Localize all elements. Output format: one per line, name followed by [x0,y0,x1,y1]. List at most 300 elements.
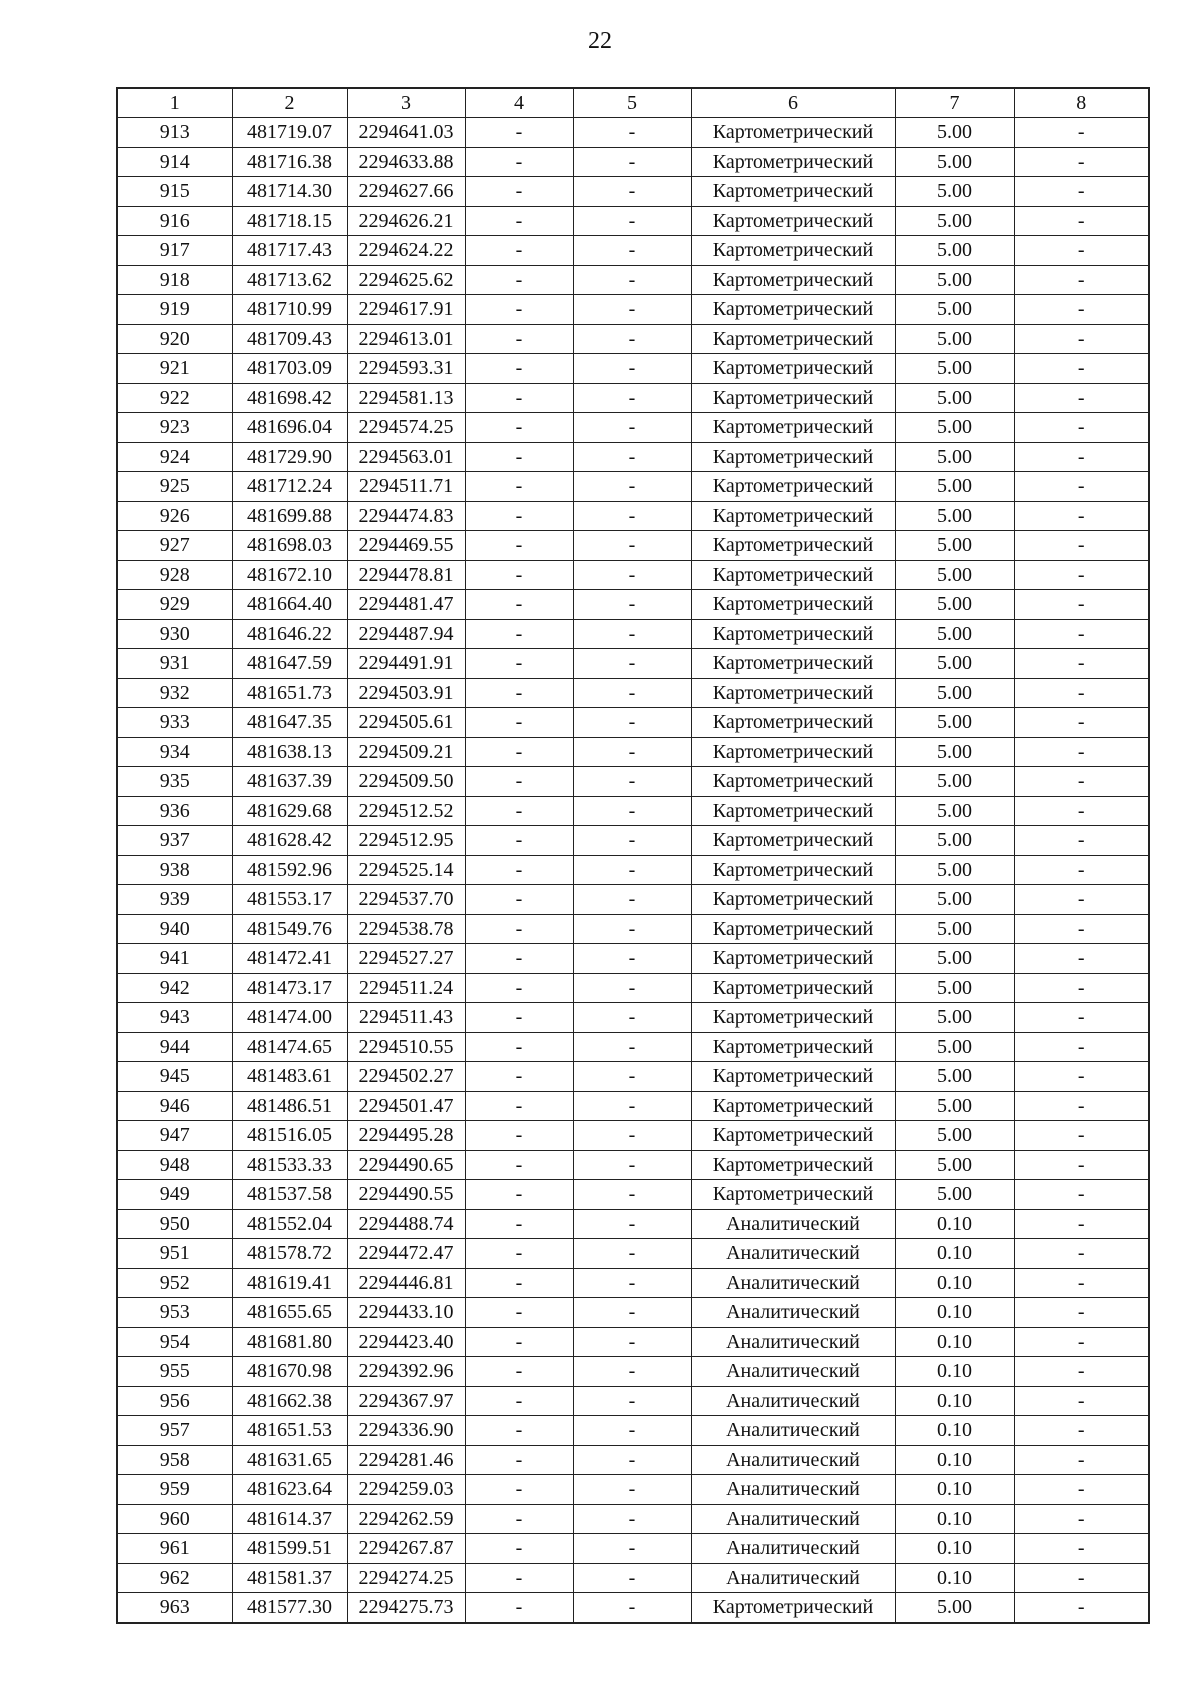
table-cell: - [1014,708,1149,738]
table-cell: 944 [117,1032,232,1062]
table-row [117,708,1149,738]
table-cell: - [465,236,573,266]
table-cell: - [1014,177,1149,207]
table-cell: 481581.37 [232,1563,347,1593]
table-row [117,619,1149,649]
table-row [117,1563,1149,1593]
table-row [117,1150,1149,1180]
table-cell: - [573,1150,691,1180]
table-cell: 2294478.81 [347,560,465,590]
table-cell: - [573,767,691,797]
table-cell: 481638.13 [232,737,347,767]
table-cell: - [465,1121,573,1151]
table-cell: Аналитический [691,1504,895,1534]
table-cell: 0.10 [895,1445,1014,1475]
table-cell: 936 [117,796,232,826]
table-cell: Картометрический [691,1062,895,1092]
table-cell: - [573,1003,691,1033]
table-cell: 2294487.94 [347,619,465,649]
table-cell: 930 [117,619,232,649]
table-cell: - [573,1209,691,1239]
table-cell: 926 [117,501,232,531]
table-cell: - [573,1032,691,1062]
table-cell: 924 [117,442,232,472]
table-cell: 2294503.91 [347,678,465,708]
table-row [117,442,1149,472]
table-cell: - [573,1357,691,1387]
table-cell: 5.00 [895,1062,1014,1092]
table-cell: - [1014,1386,1149,1416]
table-cell: Картометрический [691,678,895,708]
table-cell: 0.10 [895,1239,1014,1269]
table-cell: 481619.41 [232,1268,347,1298]
table-cell: Картометрический [691,737,895,767]
table-cell: 481637.39 [232,767,347,797]
table-cell: 481577.30 [232,1593,347,1623]
table-cell: Картометрический [691,472,895,502]
table-cell: 2294491.91 [347,649,465,679]
table-cell: - [1014,501,1149,531]
table-cell: - [573,1327,691,1357]
table-cell: 928 [117,560,232,590]
table-cell: 2294259.03 [347,1475,465,1505]
table-cell: 2294581.13 [347,383,465,413]
table-cell: - [1014,1032,1149,1062]
table-cell: - [465,1268,573,1298]
table-cell: 2294392.96 [347,1357,465,1387]
table-cell: 0.10 [895,1475,1014,1505]
table-row [117,1475,1149,1505]
table-cell: 913 [117,118,232,148]
table-row [117,265,1149,295]
table-cell: 2294501.47 [347,1091,465,1121]
table-cell: Картометрический [691,1180,895,1210]
table-cell: - [465,1239,573,1269]
table-cell: - [573,118,691,148]
table-cell: 2294509.21 [347,737,465,767]
table-cell: Аналитический [691,1563,895,1593]
table-cell: 2294481.47 [347,590,465,620]
table-cell: 5.00 [895,826,1014,856]
table-cell: - [573,265,691,295]
table-row [117,1032,1149,1062]
table-cell: Аналитический [691,1268,895,1298]
table-row [117,590,1149,620]
table-cell: 5.00 [895,914,1014,944]
table-cell: - [573,1180,691,1210]
table-cell: - [1014,236,1149,266]
column-header: 7 [895,88,1014,118]
table-cell: - [465,767,573,797]
table-cell: - [465,1357,573,1387]
table-cell: - [465,1180,573,1210]
table-row [117,1445,1149,1475]
table-cell: - [465,1534,573,1564]
table-cell: 5.00 [895,678,1014,708]
table-cell: 927 [117,531,232,561]
table-cell: 5.00 [895,147,1014,177]
table-row [117,206,1149,236]
table-cell: 5.00 [895,206,1014,236]
table-cell: - [465,590,573,620]
table-cell: 940 [117,914,232,944]
table-cell: - [465,560,573,590]
table-cell: Картометрический [691,354,895,384]
table-cell: 0.10 [895,1386,1014,1416]
table-cell: - [465,501,573,531]
table-header-row [117,88,1149,118]
table-cell: 0.10 [895,1268,1014,1298]
table-cell: 946 [117,1091,232,1121]
table-cell: 2294624.22 [347,236,465,266]
table-cell: - [465,649,573,679]
table-cell: 922 [117,383,232,413]
table-cell: - [465,1091,573,1121]
table-cell: - [573,1416,691,1446]
table-cell: - [1014,1062,1149,1092]
table-cell: Аналитический [691,1445,895,1475]
table-cell: 948 [117,1150,232,1180]
table-row [117,1209,1149,1239]
table-cell: 481729.90 [232,442,347,472]
table-cell: 5.00 [895,413,1014,443]
table-cell: - [465,1416,573,1446]
table-cell: Картометрический [691,944,895,974]
table-cell: - [573,1298,691,1328]
table-row [117,796,1149,826]
table-row [117,118,1149,148]
table-cell: Картометрический [691,118,895,148]
table-cell: 2294336.90 [347,1416,465,1446]
table-cell: - [1014,1003,1149,1033]
table-cell: - [573,1445,691,1475]
table-cell: 962 [117,1563,232,1593]
table-cell: 2294490.65 [347,1150,465,1180]
table-cell: - [1014,1327,1149,1357]
table-cell: 917 [117,236,232,266]
table-cell: 5.00 [895,708,1014,738]
table-cell: - [465,354,573,384]
table-cell: 481516.05 [232,1121,347,1151]
table-cell: Картометрический [691,413,895,443]
table-cell: - [465,1386,573,1416]
table-cell: - [1014,383,1149,413]
table-cell: 5.00 [895,737,1014,767]
table-cell: 5.00 [895,501,1014,531]
table-cell: - [573,708,691,738]
table-row [117,236,1149,266]
table-cell: 914 [117,147,232,177]
table-cell: 481647.59 [232,649,347,679]
table-cell: 2294625.62 [347,265,465,295]
table-cell: Картометрический [691,1121,895,1151]
table-row [117,354,1149,384]
table-cell: 5.00 [895,1003,1014,1033]
table-cell: - [1014,1357,1149,1387]
table-cell: - [465,619,573,649]
table-cell: Картометрический [691,442,895,472]
table-cell: Аналитический [691,1357,895,1387]
table-cell: 960 [117,1504,232,1534]
table-cell: - [465,383,573,413]
table-cell: - [465,796,573,826]
table-cell: - [465,1298,573,1328]
table-cell: - [1014,531,1149,561]
table-cell: 937 [117,826,232,856]
table-cell: 2294490.55 [347,1180,465,1210]
table-cell: 5.00 [895,295,1014,325]
table-row [117,826,1149,856]
table-cell: - [573,1563,691,1593]
table-row [117,383,1149,413]
table-cell: 5.00 [895,1032,1014,1062]
table-row [117,324,1149,354]
table-cell: 2294511.24 [347,973,465,1003]
table-row [117,1268,1149,1298]
table-cell: - [465,206,573,236]
table-cell: 481578.72 [232,1239,347,1269]
column-header: 6 [691,88,895,118]
table-cell: - [465,531,573,561]
table-cell: 481549.76 [232,914,347,944]
table-cell: 481672.10 [232,560,347,590]
table-cell: 931 [117,649,232,679]
table-cell: 5.00 [895,472,1014,502]
table-cell: 481719.07 [232,118,347,148]
table-cell: 2294613.01 [347,324,465,354]
table-cell: 481670.98 [232,1357,347,1387]
table-cell: - [573,560,691,590]
table-row [117,560,1149,590]
coordinates-table [116,87,1150,1624]
table-cell: Картометрический [691,914,895,944]
table-cell: 5.00 [895,118,1014,148]
table-row [117,649,1149,679]
table-cell: 5.00 [895,531,1014,561]
table-cell: 5.00 [895,619,1014,649]
table-cell: 2294633.88 [347,147,465,177]
table-cell: 5.00 [895,796,1014,826]
table-cell: 2294512.95 [347,826,465,856]
table-cell: - [573,1239,691,1269]
table-cell: 5.00 [895,442,1014,472]
table-cell: - [573,1504,691,1534]
table-cell: 2294275.73 [347,1593,465,1623]
table-cell: 915 [117,177,232,207]
table-cell: 481614.37 [232,1504,347,1534]
table-cell: 481631.65 [232,1445,347,1475]
table-cell: 958 [117,1445,232,1475]
table-cell: - [573,147,691,177]
table-cell: 481718.15 [232,206,347,236]
table-cell: - [465,855,573,885]
table-cell: - [573,442,691,472]
table-cell: 2294510.55 [347,1032,465,1062]
table-cell: - [573,590,691,620]
table-cell: 5.00 [895,236,1014,266]
table-cell: - [573,649,691,679]
table-row [117,1357,1149,1387]
table-cell: - [573,206,691,236]
table-cell: - [1014,118,1149,148]
table-cell: - [1014,826,1149,856]
table-cell: Картометрический [691,590,895,620]
table-cell: - [573,472,691,502]
table-cell: - [465,295,573,325]
table-cell: 0.10 [895,1357,1014,1387]
table-cell: - [465,413,573,443]
table-cell: - [573,1593,691,1623]
table-cell: - [573,501,691,531]
table-cell: 2294509.50 [347,767,465,797]
table-cell: 957 [117,1416,232,1446]
table-cell: - [1014,1091,1149,1121]
table-cell: 2294527.27 [347,944,465,974]
table-cell: - [1014,147,1149,177]
table-cell: - [465,324,573,354]
table-cell: - [1014,1475,1149,1505]
table-cell: 2294281.46 [347,1445,465,1475]
table-cell: Картометрический [691,796,895,826]
table-cell: Картометрический [691,560,895,590]
table-cell: Аналитический [691,1475,895,1505]
column-header: 4 [465,88,573,118]
table-cell: 481483.61 [232,1062,347,1092]
table-row [117,914,1149,944]
table-cell: 2294626.21 [347,206,465,236]
table-cell: 5.00 [895,767,1014,797]
table-cell: 916 [117,206,232,236]
table-cell: 2294433.10 [347,1298,465,1328]
table-cell: Картометрический [691,1593,895,1623]
table-cell: 953 [117,1298,232,1328]
table-cell: 481474.00 [232,1003,347,1033]
table-cell: 2294617.91 [347,295,465,325]
table-cell: Картометрический [691,324,895,354]
table-cell: 0.10 [895,1563,1014,1593]
table-cell: 481709.43 [232,324,347,354]
table-cell: 2294563.01 [347,442,465,472]
table-cell: 2294469.55 [347,531,465,561]
table-cell: - [465,1327,573,1357]
table-cell: Картометрический [691,531,895,561]
table-cell: - [465,472,573,502]
table-row [117,1062,1149,1092]
table-cell: - [1014,1180,1149,1210]
table-cell: - [1014,855,1149,885]
table-cell: 935 [117,767,232,797]
table-cell: 2294474.83 [347,501,465,531]
table-cell: - [465,914,573,944]
table-cell: Картометрический [691,767,895,797]
column-header: 8 [1014,88,1149,118]
table-cell: 481651.53 [232,1416,347,1446]
table-cell: Картометрический [691,826,895,856]
table-cell: - [465,737,573,767]
table-cell: - [1014,413,1149,443]
table-cell: 481592.96 [232,855,347,885]
table-cell: Картометрический [691,236,895,266]
table-cell: 5.00 [895,265,1014,295]
table-cell: Аналитический [691,1386,895,1416]
table-cell: - [465,973,573,1003]
table-cell: - [465,826,573,856]
table-cell: 481710.99 [232,295,347,325]
table-row [117,295,1149,325]
table-cell: 947 [117,1121,232,1151]
table-cell: 0.10 [895,1504,1014,1534]
column-header: 1 [117,88,232,118]
table-row [117,147,1149,177]
table-cell: - [573,796,691,826]
table-cell: Картометрический [691,1091,895,1121]
table-cell: - [573,1091,691,1121]
table-row [117,737,1149,767]
table-cell: 2294574.25 [347,413,465,443]
table-cell: 481714.30 [232,177,347,207]
table-cell: - [465,1563,573,1593]
table-cell: 5.00 [895,944,1014,974]
table-cell: 2294267.87 [347,1534,465,1564]
table-cell: - [573,737,691,767]
table-cell: 5.00 [895,885,1014,915]
table-cell: - [573,826,691,856]
table-cell: 481698.42 [232,383,347,413]
table-cell: 481647.35 [232,708,347,738]
table-cell: Картометрический [691,973,895,1003]
table-cell: - [465,944,573,974]
table-cell: - [573,177,691,207]
table-cell: 955 [117,1357,232,1387]
table-row [117,177,1149,207]
table-cell: - [465,1504,573,1534]
table-cell: 943 [117,1003,232,1033]
table-cell: 5.00 [895,855,1014,885]
table-cell: - [1014,796,1149,826]
table-cell: 949 [117,1180,232,1210]
table-cell: - [1014,324,1149,354]
table-cell: 939 [117,885,232,915]
table-cell: Картометрический [691,177,895,207]
table-cell: - [573,914,691,944]
table-cell: 951 [117,1239,232,1269]
table-cell: 942 [117,973,232,1003]
table-cell: - [465,177,573,207]
table-cell: - [1014,1298,1149,1328]
table-cell: 2294446.81 [347,1268,465,1298]
table-row [117,531,1149,561]
table-cell: 952 [117,1268,232,1298]
table-row [117,1239,1149,1269]
table-cell: 481472.41 [232,944,347,974]
table-cell: - [573,324,691,354]
table-cell: 5.00 [895,177,1014,207]
table-cell: 923 [117,413,232,443]
table-cell: - [465,708,573,738]
table-row [117,1504,1149,1534]
table-cell: 5.00 [895,973,1014,1003]
table-cell: Аналитический [691,1298,895,1328]
table-row [117,944,1149,974]
table-cell: - [465,1593,573,1623]
table-row [117,1327,1149,1357]
table-cell: 481599.51 [232,1534,347,1564]
table-cell: - [465,1150,573,1180]
table-cell: 2294505.61 [347,708,465,738]
table-cell: 481716.38 [232,147,347,177]
table-cell: 2294525.14 [347,855,465,885]
table-cell: - [1014,767,1149,797]
